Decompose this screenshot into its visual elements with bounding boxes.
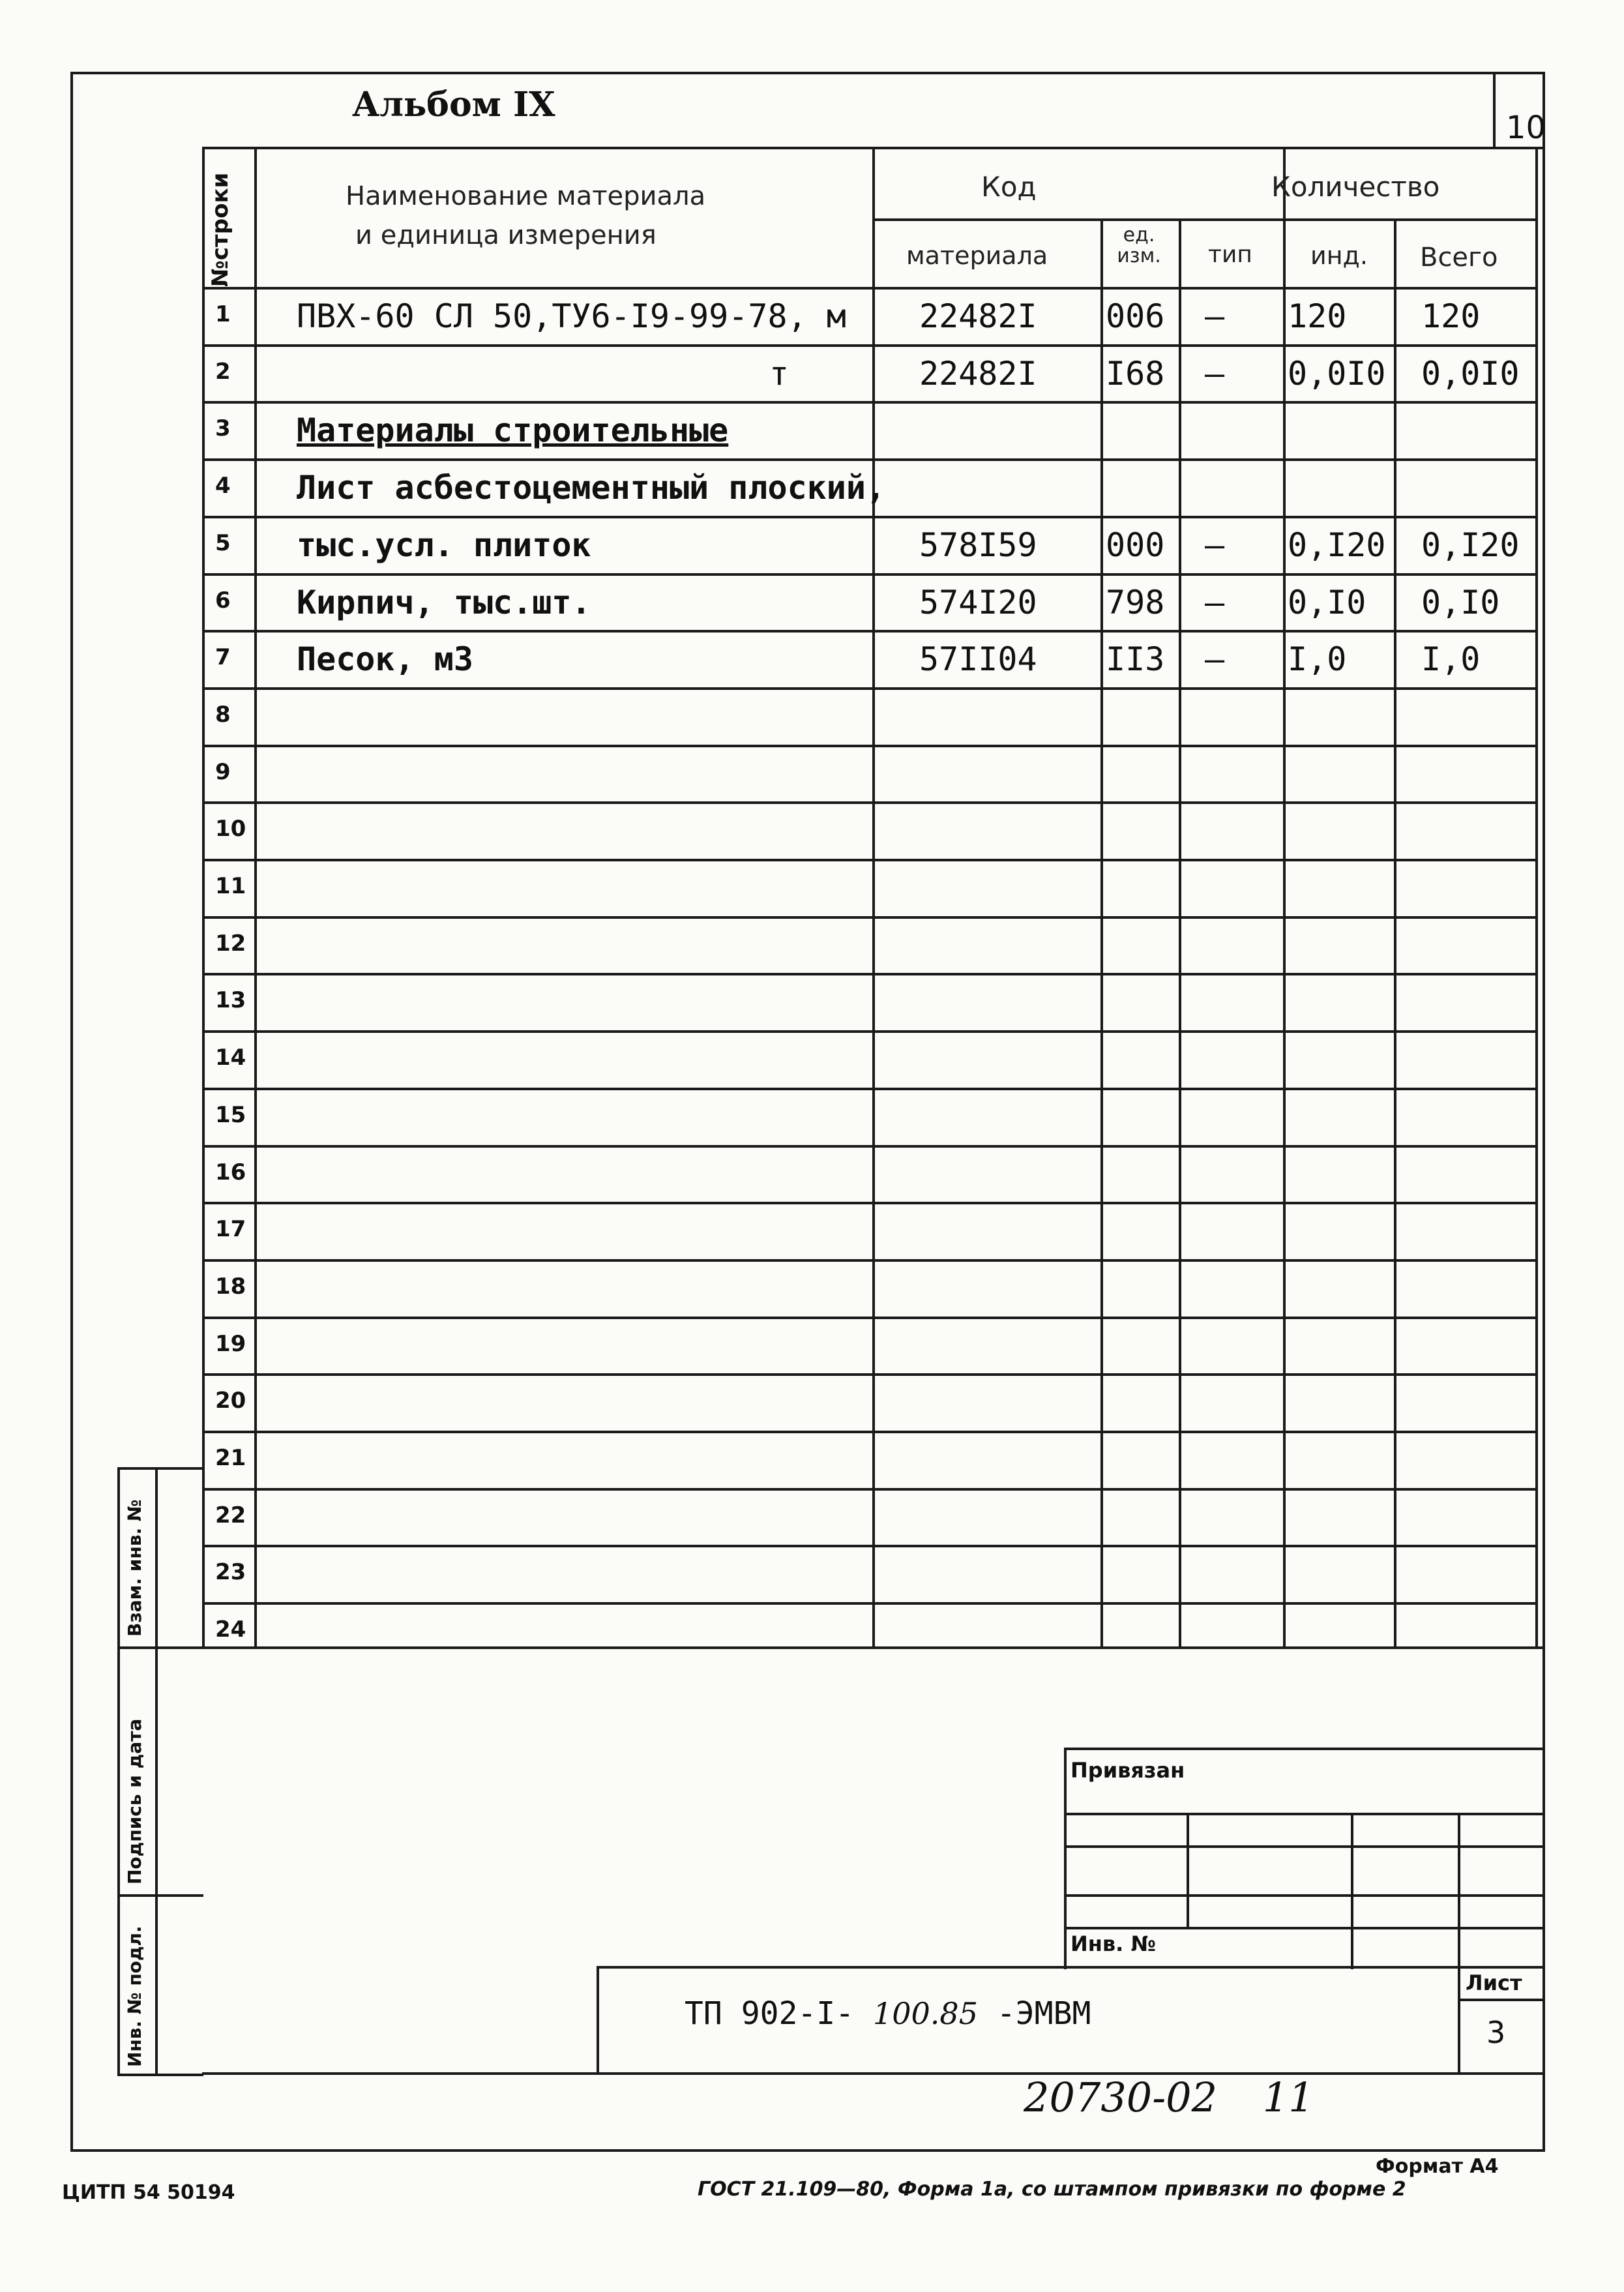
sheet-corner-number: 10 — [1506, 110, 1546, 146]
row-number: 10 — [215, 816, 246, 842]
row-number: 8 — [215, 702, 231, 728]
row-number: 21 — [215, 1445, 246, 1471]
row-material-code: 574I20 — [919, 584, 1037, 621]
table-row-line — [202, 859, 1535, 861]
table-row-line — [202, 973, 1535, 975]
col-header-name-line1: Наименование материала — [346, 181, 706, 211]
format-label: Формат А4 — [1376, 2155, 1499, 2178]
privyazan-rule-3 — [1064, 1894, 1545, 1897]
row-name: Лист асбестоцементный плоский, — [297, 469, 886, 507]
side-stamp-bottom — [117, 2074, 203, 2076]
row-qty-ind: 0,I20 — [1288, 526, 1386, 564]
row-name: ПВХ-60 СЛ 50,ТУ6-I9-99-78, м — [297, 297, 846, 335]
doc-code-prefix: ТП 902-I- — [685, 1995, 855, 2032]
main-stamp-left — [597, 1966, 599, 2074]
row-material-code: 57II04 — [919, 640, 1037, 678]
side-stamp-sep-2 — [117, 1894, 203, 1897]
archive-number-main: 20730-02 — [1024, 2074, 1218, 2121]
row-qty-type: – — [1205, 640, 1225, 678]
table-row-line — [202, 458, 1535, 461]
row-number: 15 — [215, 1102, 246, 1128]
table-row-line — [202, 1259, 1535, 1262]
row-number: 24 — [215, 1616, 246, 1643]
table-row-line — [202, 1545, 1535, 1547]
row-number: 13 — [215, 987, 246, 1013]
row-name: Песок, м3 — [297, 640, 473, 678]
list-cell-left — [1458, 1966, 1460, 2074]
row-number: 20 — [215, 1388, 246, 1414]
privyazan-rule-2 — [1064, 1845, 1545, 1848]
privyazan-label: Привязан — [1070, 1758, 1185, 1783]
row-name: т — [769, 355, 790, 393]
row-qty-ind: 0,0I0 — [1288, 355, 1386, 393]
table-row-line — [202, 1030, 1535, 1033]
row-qty-total: 0,0I0 — [1421, 355, 1520, 393]
table-col-line — [254, 147, 257, 1646]
archive-number — [1024, 2074, 1314, 2121]
row-number: 14 — [215, 1045, 246, 1071]
table-row-line — [202, 1431, 1535, 1433]
album-title: Альбом IX — [352, 85, 555, 125]
archive-sheet: 11 — [1262, 2074, 1314, 2121]
table-row-line — [202, 1317, 1535, 1319]
table-row-line — [202, 1145, 1535, 1148]
list-label: Лист — [1466, 1971, 1522, 1995]
row-qty-type: – — [1205, 297, 1225, 335]
table-col-line — [1283, 147, 1286, 1646]
table-row-line — [202, 687, 1535, 690]
row-qty-total: 0,I20 — [1421, 526, 1520, 564]
table-col-line — [202, 147, 205, 1646]
row-number: 23 — [215, 1559, 246, 1585]
row-number: 7 — [215, 644, 231, 670]
privyazan-left — [1064, 1748, 1067, 1969]
row-unit-code: 006 — [1106, 297, 1165, 335]
footer-left-code: ЦИТП 54 50194 — [62, 2181, 235, 2204]
row-name: Материалы строительные — [297, 411, 729, 449]
main-stamp-bottom — [202, 2072, 1545, 2075]
row-number: 16 — [215, 1159, 246, 1185]
inv-no-label: Инв. № — [1070, 1931, 1156, 1956]
table-col-line — [872, 147, 875, 1646]
table-header-bottom-rule — [202, 287, 1535, 290]
row-number: 3 — [215, 415, 231, 441]
table-row-line — [202, 401, 1535, 404]
privyazan-top — [1064, 1748, 1545, 1750]
row-qty-total: 0,I0 — [1421, 584, 1500, 621]
row-name: тыс.усл. плиток — [297, 526, 591, 564]
row-number: 9 — [215, 759, 231, 785]
sheet-corner-divider — [1493, 72, 1496, 147]
side-stamp-vzam: Взам. инв. № — [124, 1499, 145, 1637]
row-qty-total: I,0 — [1421, 640, 1481, 678]
side-stamp-outer-left — [117, 1467, 120, 2074]
row-qty-total: 120 — [1421, 297, 1481, 335]
side-stamp-podpis: Подпись и дата — [124, 1718, 145, 1884]
row-number: 12 — [215, 930, 246, 957]
main-stamp-top — [597, 1966, 1545, 1969]
row-unit-code: 000 — [1106, 526, 1165, 564]
col-header-code-unit: ед. изм. — [1117, 224, 1161, 267]
col-header-rownum: №строки — [207, 172, 233, 287]
row-qty-ind: 0,I0 — [1288, 584, 1366, 621]
table-row-line — [202, 516, 1535, 518]
privyazan-rule-4 — [1064, 1927, 1545, 1929]
privyazan-col-1 — [1187, 1813, 1189, 1927]
table-row-line — [202, 801, 1535, 804]
footer-gost: ГОСТ 21.109—80, Форма 1а, со штампом привязки по форме 2 — [698, 2178, 1406, 2201]
col-header-qty-ind: инд. — [1310, 241, 1368, 270]
row-material-code: 22482I — [919, 355, 1037, 393]
row-material-code: 22482I — [919, 297, 1037, 335]
row-name: Кирпич, тыс.шт. — [297, 584, 591, 621]
privyazan-rule-1 — [1064, 1813, 1545, 1815]
row-number: 11 — [215, 873, 246, 899]
doc-code-suffix: -ЭМВМ — [996, 1995, 1091, 2032]
table-row-line — [202, 745, 1535, 747]
row-qty-ind: 120 — [1288, 297, 1347, 335]
col-header-code: Код — [981, 171, 1037, 203]
title-block-top-rule — [202, 1646, 1545, 1649]
row-qty-type: – — [1205, 355, 1225, 393]
row-qty-ind: I,0 — [1288, 640, 1347, 678]
privyazan-col-3 — [1458, 1813, 1460, 1969]
row-number: 1 — [215, 301, 231, 327]
table-row-line — [202, 344, 1535, 347]
row-number: 19 — [215, 1331, 246, 1357]
doc-code-handwritten: 100.85 — [873, 1996, 978, 2031]
table-row-line — [202, 1602, 1535, 1605]
row-unit-code: I68 — [1106, 355, 1165, 393]
row-number: 17 — [215, 1216, 246, 1242]
col-header-name-line2: и единица измерения — [355, 220, 657, 250]
side-stamp-inner — [155, 1467, 158, 2074]
row-qty-type: – — [1205, 526, 1225, 564]
row-number: 4 — [215, 473, 231, 499]
privyazan-col-2 — [1351, 1813, 1353, 1969]
table-row-line — [202, 630, 1535, 633]
table-header-mid-rule — [872, 218, 1535, 221]
col-header-code-material: материала — [906, 241, 1048, 270]
list-value: 3 — [1486, 2015, 1506, 2050]
row-unit-code: II3 — [1106, 640, 1165, 678]
row-unit-code: 798 — [1106, 584, 1165, 621]
table-row-line — [202, 1202, 1535, 1204]
col-header-qty-type: тип — [1208, 241, 1252, 268]
side-stamp-sep-1 — [117, 1646, 203, 1649]
table-row-line — [202, 1088, 1535, 1090]
row-number: 22 — [215, 1502, 246, 1528]
side-stamp-top — [117, 1467, 203, 1470]
row-material-code: 578I59 — [919, 526, 1037, 564]
row-number: 6 — [215, 588, 231, 614]
list-cell-rule — [1458, 1999, 1545, 2001]
table-row-line — [202, 916, 1535, 919]
col-header-qty-total: Всего — [1420, 243, 1498, 273]
col-header-qty: Количество — [1271, 171, 1440, 203]
table-col-line — [1535, 147, 1538, 1646]
doc-code — [685, 1995, 1091, 2032]
table-row-line — [202, 1373, 1535, 1376]
row-number: 18 — [215, 1273, 246, 1300]
row-number: 2 — [215, 359, 231, 385]
table-row-line — [202, 573, 1535, 576]
side-stamp-inv-podl: Инв. № подл. — [124, 1926, 145, 2067]
row-qty-type: – — [1205, 584, 1225, 621]
row-number: 5 — [215, 530, 231, 556]
table-row-line — [202, 1488, 1535, 1491]
